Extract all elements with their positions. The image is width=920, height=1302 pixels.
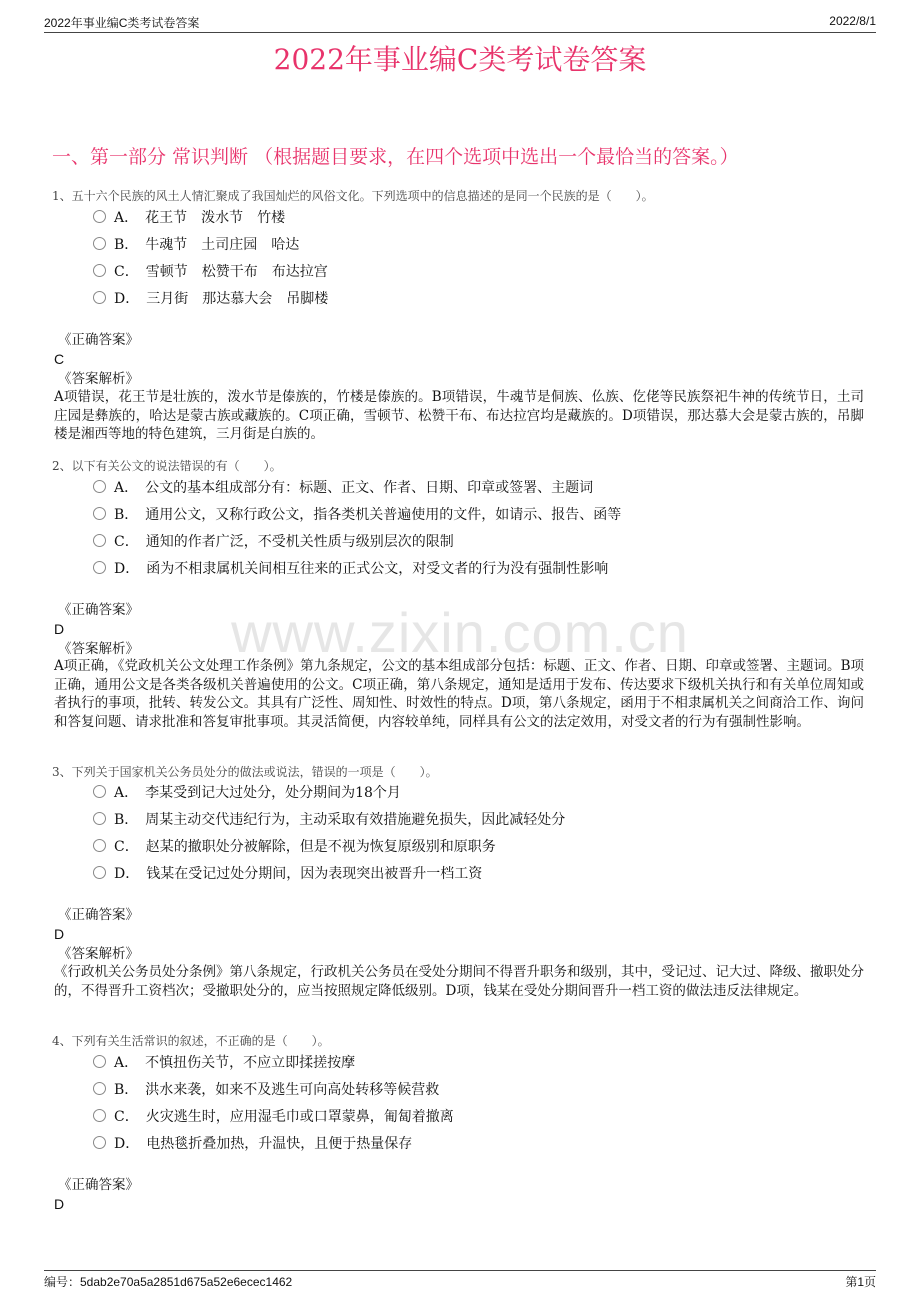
footer-doc-id: 编号：5dab2e70a5a2851d675a52e6ecec1462 (44, 1275, 293, 1289)
radio-icon[interactable] (93, 1109, 106, 1122)
radio-icon[interactable] (93, 1055, 106, 1068)
option-d[interactable]: D． 电热毯折叠加热，升温快，且便于热量保存 (93, 1134, 412, 1154)
answer-label: 《正确答案》 (58, 907, 139, 923)
option-a[interactable]: A． 花王节 泼水节 竹楼 (93, 208, 285, 228)
question-stem: 4、下列有关生活常识的叙述，不正确的是（ ）。 (52, 1034, 330, 1048)
page-header (44, 14, 876, 33)
radio-icon[interactable] (93, 291, 106, 304)
explain-label: 《答案解析》 (58, 371, 139, 387)
answer-value: D (54, 926, 65, 942)
explanation: A项错误，花王节是壮族的，泼水节是傣族的，竹楼是傣族的。B项错误，牛魂节是侗族、仫族、仡佬等民族祭祀牛神的传统节日，土司庄园是彝族的，哈达是蒙古族或藏族的。C项正确，雪顿节、松赞干布、布达拉宫均是藏族的。D项错误，那达慕大会是蒙古族的，吊脚楼是湘西等地的特色建筑，三月街是白族的。 (54, 389, 864, 442)
answer-label: 《正确答案》 (58, 602, 139, 618)
option-d[interactable]: D． 函为不相隶属机关间相互往来的正式公文，对受文者的行为没有强制性影响 (93, 559, 608, 579)
footer-page-number: 第1页 (845, 1275, 876, 1289)
option-b[interactable]: B． 周某主动交代违纪行为，主动采取有效措施避免损失，因此减轻处分 (93, 810, 565, 830)
radio-icon[interactable] (93, 785, 106, 798)
page-footer (44, 1270, 876, 1290)
radio-icon[interactable] (93, 264, 106, 277)
radio-icon[interactable] (93, 839, 106, 852)
watermark: www.zixin.com.cn (231, 601, 689, 664)
answer-value: D (54, 1196, 65, 1212)
header-doc-title: 2022年事业编C类考试卷答案 (44, 16, 200, 30)
option-c[interactable]: C． 火灾逃生时，应用湿毛巾或口罩蒙鼻，匍匐着撤离 (93, 1107, 454, 1127)
option-a[interactable]: A． 李某受到记大过处分，处分期间为18个月 (93, 783, 401, 803)
radio-icon[interactable] (93, 507, 106, 520)
answer-label: 《正确答案》 (58, 1177, 139, 1193)
page-title: 2022年事业编C类考试卷答案 (273, 43, 647, 76)
explanation: 《行政机关公务员处分条例》第八条规定，行政机关公务员在受处分期间不得晋升职务和级别，其中，受记过、记大过、降级、撤职处分的，不得晋升工资档次；受撤职处分的，应当按照规定降低级别。D项，钱某在受处分期间晋升一档工资的做法违反法律规定。 (54, 964, 864, 999)
explanation: A项正确，《党政机关公文处理工作条例》第九条规定，公文的基本组成部分包括：标题、正文、作者、日期、印章或签署、主题词。B项正确，通用公文是各类各级机关普遍使用的公文。C项正确，第八条规定，通知是适用于发布、传达要求下级机关执行和有关单位周知或者执行的事项，批转、转发公文。其具有广泛性、周知性、时效性的特点。D项，第八条规定，函用于不相隶属机关之间商洽工作、询问和答复问题、请求批准和答复审批事项。其灵活简便，内容较单纯，同样具有公文的法定效用，对受文者的行为有强制性影响。 (54, 658, 864, 730)
option-d[interactable]: D． 三月街 那达慕大会 吊脚楼 (93, 289, 328, 309)
option-d[interactable]: D． 钱某在受记过处分期间，因为表现突出被晋升一档工资 (93, 864, 482, 884)
radio-icon[interactable] (93, 866, 106, 879)
explain-label: 《答案解析》 (58, 641, 139, 657)
answer-value: C (54, 351, 65, 367)
radio-icon[interactable] (93, 812, 106, 825)
question-stem: 2、以下有关公文的说法错误的有（ ）。 (52, 459, 282, 473)
option-b[interactable]: B． 洪水来袭，如来不及逃生可向高处转移等候营救 (93, 1080, 439, 1100)
explain-label: 《答案解析》 (58, 946, 139, 962)
option-a[interactable]: A． 公文的基本组成部分有：标题、正文、作者、日期、印章或签署、主题词 (93, 478, 593, 498)
option-c[interactable]: C． 通知的作者广泛，不受机关性质与级别层次的限制 (93, 532, 454, 552)
radio-icon[interactable] (93, 480, 106, 493)
radio-icon[interactable] (93, 237, 106, 250)
answer-value: D (54, 621, 65, 637)
radio-icon[interactable] (93, 210, 106, 223)
header-date: 2022/8/1 (829, 14, 876, 28)
radio-icon[interactable] (93, 1082, 106, 1095)
radio-icon[interactable] (93, 561, 106, 574)
option-a[interactable]: A． 不慎扭伤关节，不应立即揉搓按摩 (93, 1053, 355, 1073)
radio-icon[interactable] (93, 534, 106, 547)
section-heading: 一、第一部分 常识判断 （根据题目要求，在四个选项中选出一个最恰当的答案。） (52, 146, 739, 168)
option-b[interactable]: B． 通用公文，又称行政公文，指各类机关普遍使用的文件，如请示、报告、函等 (93, 505, 621, 525)
option-c[interactable]: C． 赵某的撤职处分被解除，但是不视为恢复原级别和原职务 (93, 837, 496, 857)
option-c[interactable]: C． 雪顿节 松赞干布 布达拉宫 (93, 262, 328, 282)
answer-label: 《正确答案》 (58, 332, 139, 348)
option-b[interactable]: B． 牛魂节 土司庄园 哈达 (93, 235, 299, 255)
question-stem: 3、下列关于国家机关公务员处分的做法或说法，错误的一项是（ ）。 (52, 765, 438, 779)
question-stem: 1、五十六个民族的风土人情汇聚成了我国灿烂的风俗文化。下列选项中的信息描述的是同一个民族的是（ ）。 (52, 189, 654, 203)
radio-icon[interactable] (93, 1136, 106, 1149)
